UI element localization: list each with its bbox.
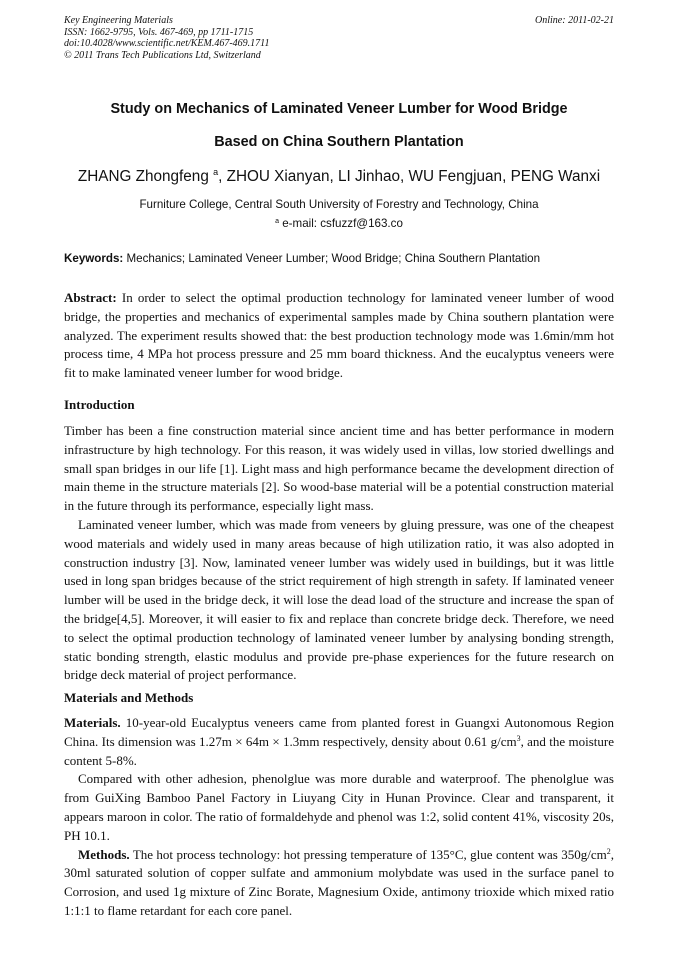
methods-label: Methods. xyxy=(78,846,130,862)
materials-text-a: 10-year-old Eucalyptus veneers came from planted forest in Guangxi Autonomous Region China. Its dimension was 1.27m × 64m × 1.3mm respectively, density about 0.61 g/cm xyxy=(64,715,614,749)
author-list xyxy=(64,167,614,186)
online-date: Online: 2011-02-21 xyxy=(535,15,614,26)
author-first-affil-mark: a xyxy=(213,167,219,177)
keywords xyxy=(64,252,614,265)
methods-heading: Materials and Methods xyxy=(64,690,194,705)
journal-copyright: © 2011 Trans Tech Publications Ltd, Switzerland xyxy=(64,49,261,61)
methods-body xyxy=(64,714,614,921)
materials-sup: 3 xyxy=(516,733,521,743)
affiliation-college: Furniture College, Central South University of Forestry and Technology, China xyxy=(139,198,539,211)
intro-paragraph-1: Timber has been a fine construction material since ancient time and has better performance in modern infrastructure by high technology. For this reason, it was widely used in villas, low storied dwellings and small span bridges in our life [1]. Light mass and high performance became the development direction of main theme in the structure materials [2]. So wood-base material will be a potential construction material in the future through its performance, especially light mass. xyxy=(64,423,614,514)
introduction-heading: Introduction xyxy=(64,397,135,412)
affiliation-email: e-mail: csfuzzf@163.co xyxy=(279,217,403,230)
abstract-label: Abstract: xyxy=(64,290,117,305)
introduction-body xyxy=(64,422,614,685)
abstract-text: In order to select the optimal production technology for laminated veneer lumber of wood bridge, the properties and mechanics of experimental samples made by China southern plantation were analyzed. The experiment results showed that: the best production technology mode was 1.6min/mm hot process time, 4 MPa hot process pressure and 25 mm board thickness. And the eucalyptus veneers were fit to make laminated veneer lumber for wood bridge. xyxy=(64,290,614,381)
materials-paragraph xyxy=(64,714,614,770)
journal-issn: ISSN: 1662-9795, Vols. 467-469, pp 1711-1715 xyxy=(64,26,254,38)
journal-header xyxy=(64,15,614,61)
methods-sup: 2 xyxy=(606,846,611,856)
phenolglue-paragraph: Compared with other adhesion, phenolglue was more durable and waterproof. The phenolglue was from GuiXing Bamboo Panel Factory in Liuyang City in Hunan Province. Clear and transparent, it appears maroon in color. The ratio of formaldehyde and phenol was 1:2, solid content 41%, viscosity 20s, PH 10.1. xyxy=(64,771,614,843)
materials-text-b: , and the moisture content 5-8%. xyxy=(64,733,614,768)
intro-paragraph-2: Laminated veneer lumber, which was made from veneers by gluing pressure, was one of the cheapest wood materials and widely used in many areas because of high utilization ratio, it was also adopted in construction industry [3]. Now, laminated veneer lumber was widely used in buildings, but it was little used in long span bridges because of the strict requirement of high strength in safety. If laminated veneer lumber will be used in the bridge deck, it will lose the dead load of the structure and increase the span of the bridge[4,5]. Moreover, it will easier to fix and replace than concrete bridge deck. Therefore, we need to select the optimal production technology of laminated veneer lumber by analysing bonding strength, static bonding strength, elastic modulus and provide pre-phase experiences for the future research on bridge deck material of project performance. xyxy=(64,516,614,683)
affiliation xyxy=(64,196,614,232)
keywords-text: Mechanics; Laminated Veneer Lumber; Wood Bridge; China Southern Plantation xyxy=(123,252,541,265)
methods-paragraph xyxy=(64,846,614,921)
methods-text-b: , 30ml saturated solution of copper sulfate and ammonium molybdate was used in the surface panel to Corrosion, and used 1g mixture of Zinc Borate, Magnesium Oxide, antimony trioxide which mixed ratio 1:1:1 to flame retardant for each core panel. xyxy=(64,846,614,918)
abstract xyxy=(64,289,614,383)
author-first: ZHANG Zhongfeng xyxy=(77,168,209,185)
title-line-2: Based on China Southern Plantation xyxy=(214,134,464,150)
affiliation-email-line xyxy=(64,213,614,232)
title-line-1: Study on Mechanics of Laminated Veneer Lumber for Wood Bridge xyxy=(110,101,568,117)
author-others: , ZHOU Xianyan, LI Jinhao, WU Fengjuan, PENG Wanxi xyxy=(218,168,601,185)
email-affil-mark: a xyxy=(275,218,279,225)
methods-text-a: The hot process technology: hot pressing temperature of 135°C, glue content was 350g/cm xyxy=(129,846,607,862)
paper-title xyxy=(64,93,614,159)
journal-name: Key Engineering Materials xyxy=(64,15,173,26)
keywords-label: Keywords: xyxy=(64,252,124,265)
journal-doi: doi:10.4028/www.scientific.net/KEM.467-469.1711 xyxy=(64,38,270,49)
materials-label: Materials. xyxy=(64,715,121,730)
